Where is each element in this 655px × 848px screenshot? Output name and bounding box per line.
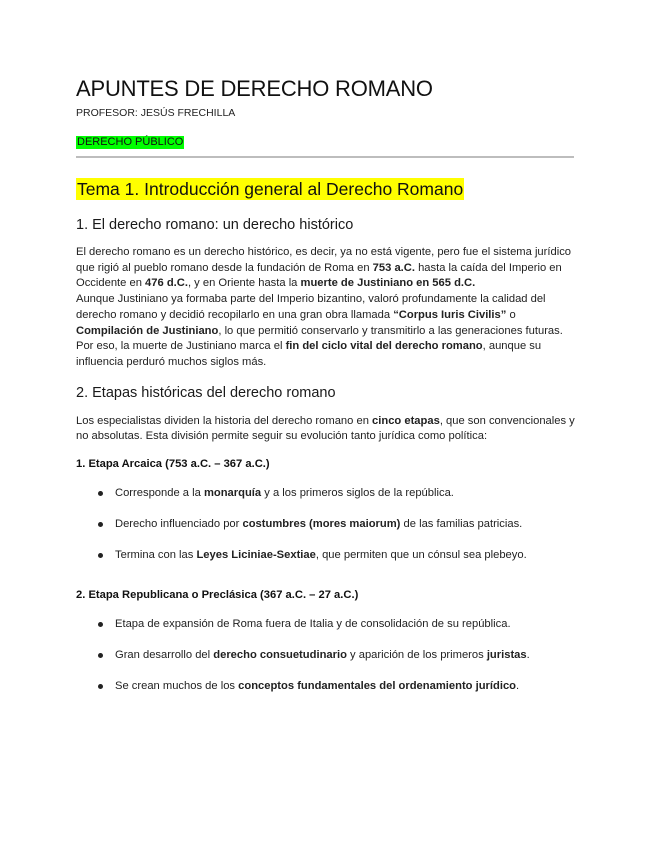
bold-text-run: 476 d.C. [145, 277, 188, 290]
text-run: , aunque su influencia perduró muchos siglos más. [76, 340, 542, 368]
bold-text-run: Leyes Liciniae-Sextiae [196, 549, 316, 562]
bold-text-run: costumbres (mores maiorum) [242, 518, 401, 531]
section2-intro-paragraph [76, 414, 576, 445]
text-run: de las familias patricias. [400, 518, 523, 531]
bullet-dot-icon [98, 522, 103, 527]
bullet-text [115, 618, 511, 630]
bullet-dot-icon [98, 653, 103, 658]
bullet-dot-icon [98, 684, 103, 689]
bullet-item [76, 617, 576, 632]
text-run: . [526, 649, 530, 662]
bullet-dot-icon [98, 491, 103, 496]
stage1-heading: 1. Etapa Arcaica (753 a.C. – 367 a.C.) [76, 458, 270, 471]
text-run: , que son convencionales y no absolutas. Esta división permite seguir su evolución tanto jurídica como política: [76, 414, 575, 443]
stage1-bullet-list [76, 486, 576, 563]
text-run: Etapa de expansión de Roma fuera de Italia y de consolidación de su república. [115, 618, 511, 631]
bullet-item [76, 648, 576, 663]
section1-heading: 1. El derecho romano: un derecho histórico [76, 217, 354, 233]
section1-paragraph-1 [76, 245, 576, 292]
bullet-item [76, 486, 576, 501]
section1-paragraph-3 [76, 339, 576, 370]
bullet-item [76, 548, 576, 563]
bold-text-run: 753 a.C. [372, 261, 415, 274]
bullet-item [76, 517, 576, 532]
section1-paragraph-2 [76, 292, 576, 339]
bullet-text [115, 549, 527, 561]
document-title: APUNTES DE DERECHO ROMANO [76, 76, 433, 101]
professor-line: PROFESOR: JESÚS FRECHILLA [76, 107, 236, 119]
text-run: Aunque Justiniano ya formaba parte del Imperio bizantino, valoró profundamente la calidad del derecho romano y decidió recopilarlo en una gran obra llamada [76, 293, 546, 321]
stage2-bullet-list [76, 617, 576, 694]
bold-text-run: fin del ciclo vital del derecho romano [285, 340, 483, 353]
text-run: El derecho romano es un derecho histórico, es decir, ya no está vigente, pero fue el sistema jurídico que rigió al pueblo romano desde la fundación de Roma en [76, 246, 572, 274]
text-run: Termina con las [115, 549, 197, 562]
bullet-text [115, 487, 454, 499]
text-run: Los especialistas dividen la historia del derecho romano en [76, 414, 373, 427]
section2-heading: 2. Etapas históricas del derecho romano [76, 384, 336, 401]
text-run: Gran desarrollo del [115, 649, 214, 662]
text-run: y aparición de los primeros [346, 649, 487, 662]
text-run: hasta la caída del Imperio en Occidente en [76, 261, 562, 290]
text-run: y a los primeros siglos de la república. [261, 487, 454, 500]
bold-text-run: conceptos fundamentales del ordenamiento jurídico [238, 680, 517, 693]
text-run: o [506, 308, 516, 321]
text-run: Por eso, la muerte de Justiniano marca el [76, 340, 286, 353]
bold-text-run: “Corpus Iuris Civilis” [393, 308, 507, 321]
stage2-heading: 2. Etapa Republicana o Preclásica (367 a.C. – 27 a.C.) [76, 589, 359, 602]
bold-text-run: derecho consuetudinario [213, 649, 347, 662]
bold-text-run: Compilación de Justiniano [76, 324, 219, 337]
text-run: . [516, 680, 520, 693]
bullet-item [76, 679, 576, 694]
bullet-text [115, 649, 530, 661]
bold-text-run: monarquía [203, 487, 262, 500]
text-run: , y en Oriente hasta la [187, 277, 301, 290]
bullet-text [115, 680, 519, 692]
text-run: Se crean muchos de los [115, 680, 239, 693]
text-run: , lo que permitió conservarlo y transmitirlo a las generaciones futuras. [218, 324, 563, 337]
document-page [76, 74, 576, 694]
section-tag-highlighted: DERECHO PÚBLICO [77, 136, 184, 148]
bullet-text [115, 518, 522, 530]
text-run: Derecho influenciado por [115, 518, 243, 531]
bullet-dot-icon [98, 553, 103, 558]
topic-title-highlighted: Tema 1. Introducción general al Derecho Romano [77, 179, 464, 199]
bold-text-run: muerte de Justiniano en 565 d.C. [300, 277, 476, 290]
text-run: Corresponde a la [115, 487, 204, 500]
bold-text-run: cinco etapas [372, 414, 440, 427]
text-run: , que permiten que un cónsul sea plebeyo. [315, 549, 527, 562]
bold-text-run: juristas [486, 649, 527, 662]
bullet-dot-icon [98, 622, 103, 627]
